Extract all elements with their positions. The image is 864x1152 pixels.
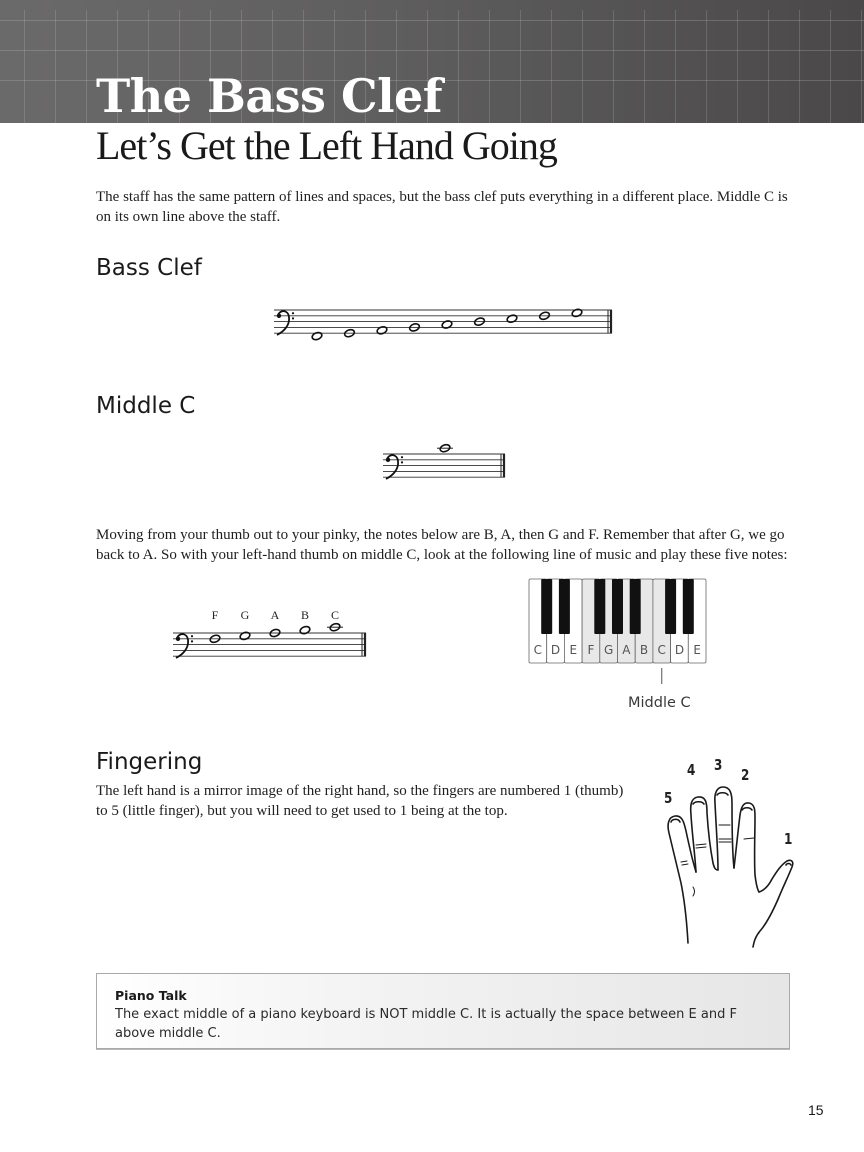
piano-keyboard-diagram: [528, 578, 708, 688]
svg-text:C: C: [330, 608, 340, 622]
svg-text:D: D: [550, 643, 561, 657]
svg-text:G: G: [240, 608, 250, 622]
svg-text:E: E: [569, 643, 578, 657]
piano-talk-body: The exact middle of a piano keyboard is NOT middle C. It is actually the space between E and F above middle C.: [115, 1007, 737, 1041]
page-number: 15: [808, 1102, 824, 1118]
middle-c-callout-label: Middle C: [628, 695, 691, 711]
finger-number-1: 1: [784, 830, 793, 848]
hand-drawing-icon: [655, 775, 805, 950]
svg-text:C: C: [533, 643, 543, 657]
svg-text:B: B: [300, 608, 310, 622]
bass-clef-staff: [274, 300, 614, 340]
intro-paragraph: The staff has the same pattern of lines and spaces, but the bass clef puts everything in a different place. Middle C is on its own line above the staff.: [96, 189, 788, 225]
svg-text:E: E: [693, 643, 701, 657]
heading-bass-clef: Bass Clef: [96, 255, 202, 281]
piano-talk-callout: [96, 973, 790, 1049]
svg-text:B: B: [639, 643, 649, 657]
svg-text:C: C: [657, 643, 666, 657]
piano-talk-title: Piano Talk: [115, 988, 187, 1003]
svg-text:A: A: [622, 643, 631, 657]
svg-text:A: A: [270, 608, 280, 622]
finger-number-5: 5: [664, 789, 673, 807]
svg-text:D: D: [674, 643, 685, 657]
five-notes-paragraph: Moving from your thumb out to your pinky, the notes below are B, A, then G and F. Remember that after G, we go back to A. So with your left-hand thumb on middle C, look at the following line of music and play these five notes:: [96, 527, 788, 563]
svg-text:F: F: [211, 608, 219, 622]
svg-text:G: G: [603, 643, 614, 657]
heading-fingering: Fingering: [96, 749, 203, 775]
svg-text:F: F: [587, 643, 595, 657]
middle-c-staff: [383, 440, 508, 482]
finger-number-2: 2: [741, 766, 750, 784]
five-notes-staff: [173, 605, 373, 661]
chapter-title: The Bass Clef: [96, 69, 443, 123]
fingering-paragraph: The left hand is a mirror image of the right hand, so the fingers are numbered 1 (thumb) to 5 (little finger), but you will need to get used to 1 being at the top.: [96, 783, 624, 819]
chapter-subtitle: Let’s Get the Left Hand Going: [96, 123, 557, 168]
heading-middle-c: Middle C: [96, 393, 196, 419]
finger-number-3: 3: [714, 756, 723, 774]
finger-number-4: 4: [687, 761, 696, 779]
